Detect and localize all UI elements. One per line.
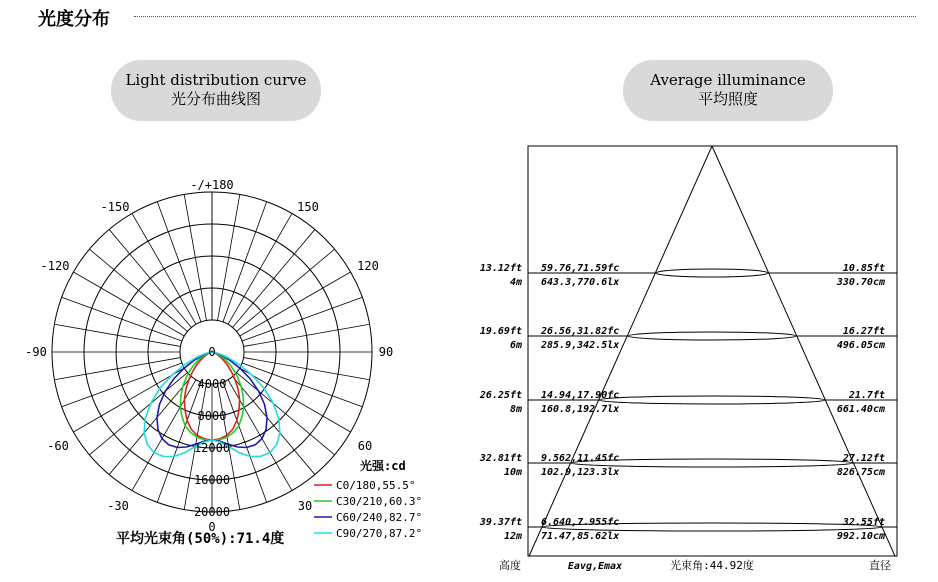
beam-ellipse (628, 332, 796, 340)
legend-entry: C90/270,87.2° (336, 527, 423, 540)
polar-angle-label: -/+180 (190, 178, 234, 192)
eavg-lx-label: 102.9,123.3lx (541, 467, 620, 478)
cone-rows (479, 263, 897, 542)
legend-entry: C0/180,55.5° (336, 479, 416, 492)
footer-beam-label: 光束角:44.92度 (670, 559, 754, 572)
height-m-label: 6m (509, 340, 522, 351)
diameter-ft-label: 10.85ft (842, 263, 885, 274)
polar-radial-label: 8000 (197, 409, 227, 423)
polar-radial-label: 12000 (193, 441, 231, 455)
beam-ellipse (599, 396, 825, 404)
diameter-ft-label: 32.55ft (842, 517, 885, 528)
footer-height-label: 高度 (499, 559, 521, 572)
polar-angle-label: 120 (357, 259, 379, 273)
height-ft-label: 39.37ft (479, 517, 522, 528)
cone-left-edge (529, 146, 712, 556)
eavg-fc-label: 26.56,31.82fc (541, 326, 620, 337)
eavg-lx-label: 643.3,770.6lx (541, 277, 620, 288)
diameter-ft-label: 16.27ft (842, 326, 885, 337)
diameter-cm-label: 826.75cm (836, 467, 885, 478)
polar-radial-label: 4000 (197, 377, 227, 391)
diameter-cm-label: 496.05cm (836, 340, 885, 351)
beam-ellipse (656, 269, 768, 277)
eavg-fc-label: 6.640,7.955fc (541, 517, 620, 528)
polar-radial-label: 20000 (193, 505, 231, 519)
light-distribution-title-en: Light distribution curve (125, 71, 307, 89)
height-ft-label: 26.25ft (479, 390, 522, 401)
section-title: 光度分布 (38, 9, 110, 30)
polar-angle-label: -90 (25, 345, 47, 359)
eavg-lx-label: 285.9,342.5lx (541, 340, 620, 351)
height-m-label: 10m (503, 467, 522, 478)
height-m-label: 12m (503, 531, 522, 542)
legend-entry: C30/210,60.3° (336, 495, 423, 508)
polar-angle-label: -60 (47, 439, 69, 453)
height-ft-label: 13.12ft (479, 263, 522, 274)
eavg-fc-label: 59.76,71.59fc (541, 263, 620, 274)
eavg-lx-label: 160.8,192.7lx (541, 404, 620, 415)
height-ft-label: 19.69ft (479, 326, 522, 337)
average-illuminance-title-en: Average illuminance (650, 71, 806, 89)
diameter-cm-label: 992.10cm (836, 531, 885, 542)
eavg-fc-label: 9.562,11.45fc (541, 453, 620, 464)
average-illuminance-title-zh: 平均照度 (697, 90, 758, 108)
legend-title: 光强:cd (360, 459, 406, 473)
height-m-label: 8m (509, 404, 522, 415)
cone-body (529, 146, 895, 556)
diameter-ft-label: 21.7ft (848, 390, 885, 401)
diameter-ft-label: 27.12ft (842, 453, 885, 464)
beam-angle-footer: 平均光束角(50%):71.4度 (116, 531, 285, 547)
polar-angle-label: 90 (378, 345, 394, 359)
cone-frame (528, 146, 897, 556)
eavg-fc-label: 14.94,17.90fc (541, 390, 620, 401)
polar-radial-label: 0 (208, 345, 216, 359)
polar-angle-label: -30 (107, 499, 129, 513)
polar-angle-label: 30 (297, 499, 313, 513)
diameter-cm-label: 330.70cm (836, 277, 885, 288)
eavg-lx-label: 71.47,85.62lx (541, 531, 620, 542)
polar-angle-label: 150 (297, 200, 319, 214)
height-m-label: 4m (509, 277, 522, 288)
light-distribution-title-zh: 光分布曲线图 (170, 90, 261, 108)
diameter-cm-label: 661.40cm (836, 404, 885, 415)
polar-angle-label: -120 (40, 259, 70, 273)
polar-angle-label: 60 (357, 439, 373, 453)
polar-angle-label: -150 (100, 200, 130, 214)
footer-diameter-label: 直径 (869, 559, 891, 572)
polar-angle-label: 0 (208, 520, 216, 534)
legend-entry: C60/240,82.7° (336, 511, 423, 524)
height-ft-label: 32.81ft (479, 453, 522, 464)
cone-right-edge (712, 146, 895, 556)
footer-eavg-label: Eavg,Emax (567, 561, 623, 572)
polar-radial-label: 16000 (193, 473, 231, 487)
